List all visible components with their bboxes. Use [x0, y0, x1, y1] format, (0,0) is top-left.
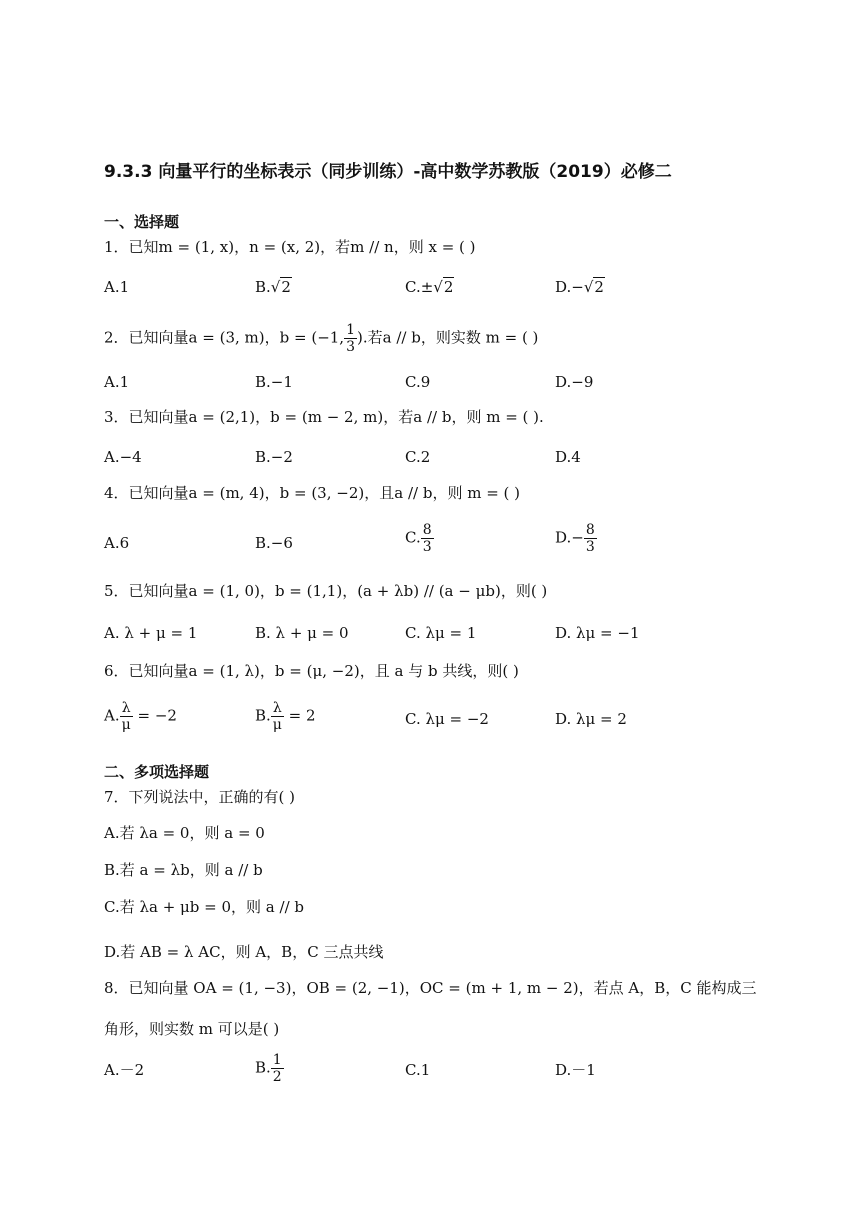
q2-option-a: A.1: [104, 373, 130, 391]
q1-condition-m: m = (1, x): [158, 238, 235, 256]
q1-condition-n: n = (x, 2): [249, 238, 321, 256]
question-1-stem: 1．已知m = (1, x)，n = (x, 2)，若m // n，则 x = ( ): [104, 238, 476, 256]
fraction: $\frac{8}{3}$: [585, 522, 595, 555]
q6-option-a: A. $\frac{\lambda}{\mu}$ = −2: [104, 700, 177, 733]
question-2-stem: 2．已知向量a = (3, m)，b = (−1, $\frac{1}{3}$ ).若a // b，则实数 m = ( ): [104, 322, 539, 355]
question-4-stem: 4．已知向量a = (m, 4)，b = (3, −2)，且a // b，则 m = ( ): [104, 484, 521, 502]
q7-option-a: A.若 λa = 0，则 a = 0: [104, 824, 265, 842]
fraction: $\frac{1}{2}$: [272, 1052, 282, 1085]
q7-option-c: C.若 λa + μb = 0，则 a // b: [104, 898, 304, 916]
q4-option-b: B.−6: [255, 534, 293, 552]
q8-option-a: A.－2: [104, 1061, 145, 1079]
q2-option-c: C.9: [405, 373, 431, 391]
section-heading-2: 二、多项选择题: [104, 763, 210, 781]
q6-option-d: D. λμ = 2: [555, 710, 627, 728]
q3-option-c: C.2: [405, 448, 431, 466]
q7-option-d: D.若 AB = λ AC，则 A，B，C 三点共线: [104, 943, 384, 961]
q6-option-c: C. λμ = −2: [405, 710, 489, 728]
question-8-stem: 8．已知向量 OA = (1, −3)，OB = (2, −1)，OC = (m + 1, m − 2)，若点 A，B，C 能构成三: [104, 979, 757, 997]
fraction: $\frac{\lambda}{\mu}$: [121, 700, 131, 733]
q4-option-c: C. $\frac{8}{3}$: [405, 522, 432, 555]
question-6-stem: 6．已知向量a = (1, λ)，b = (μ, −2)，且 a 与 b 共线，则( ): [104, 662, 519, 680]
q2-option-b: B.−1: [255, 373, 293, 391]
section-heading-1: 一、选择题: [104, 213, 180, 231]
q3-option-a: A.−4: [104, 448, 142, 466]
q3-option-b: B.−2: [255, 448, 293, 466]
q1-option-d: D.−√2: [555, 278, 604, 296]
question-7-stem: 7．下列说法中，正确的有( ): [104, 788, 296, 806]
question-8-stem-cont: 角形，则实数 m 可以是( ): [104, 1020, 280, 1038]
q5-option-c: C. λμ = 1: [405, 624, 477, 642]
question-3-stem: 3．已知向量a = (2,1)，b = (m − 2, m)，若a // b，则 m = ( ).: [104, 408, 544, 426]
q7-option-b: B.若 a = λb，则 a // b: [104, 861, 263, 879]
q3-option-d: D.4: [555, 448, 581, 466]
q5-option-b: B. λ + μ = 0: [255, 624, 349, 642]
q1-relation: m // n: [350, 238, 394, 256]
fraction: $\frac{8}{3}$: [422, 522, 432, 555]
q1-option-a: A.1: [104, 278, 130, 296]
sqrt-symbol: √2: [270, 278, 291, 296]
fraction: $\frac{\lambda}{\mu}$: [272, 700, 282, 733]
q6-option-b: B. $\frac{\lambda}{\mu}$ = 2: [255, 700, 316, 733]
sqrt-symbol: √2: [433, 278, 454, 296]
q5-option-a: A. λ + μ = 1: [104, 624, 198, 642]
q2-option-d: D.−9: [555, 373, 594, 391]
q5-option-d: D. λμ = −1: [555, 624, 640, 642]
sqrt-symbol: √2: [583, 278, 604, 296]
q4-option-d: D.− $\frac{8}{3}$: [555, 522, 595, 555]
q8-option-b: B. $\frac{1}{2}$: [255, 1052, 282, 1085]
q4-option-a: A.6: [104, 534, 130, 552]
q8-option-d: D.－1: [555, 1061, 596, 1079]
q1-option-b: B.√2: [255, 278, 291, 296]
fraction: $\frac{1}{3}$: [346, 322, 355, 355]
q8-option-c: C.1: [405, 1061, 431, 1079]
q1-option-c: C.±√2: [405, 278, 454, 296]
document-title: 9.3.3 向量平行的坐标表示（同步训练）-高中数学苏教版（2019）必修二: [104, 162, 672, 182]
question-5-stem: 5．已知向量a = (1, 0)，b = (1,1)，(a + λb) // (a − μb)，则( ): [104, 582, 548, 600]
